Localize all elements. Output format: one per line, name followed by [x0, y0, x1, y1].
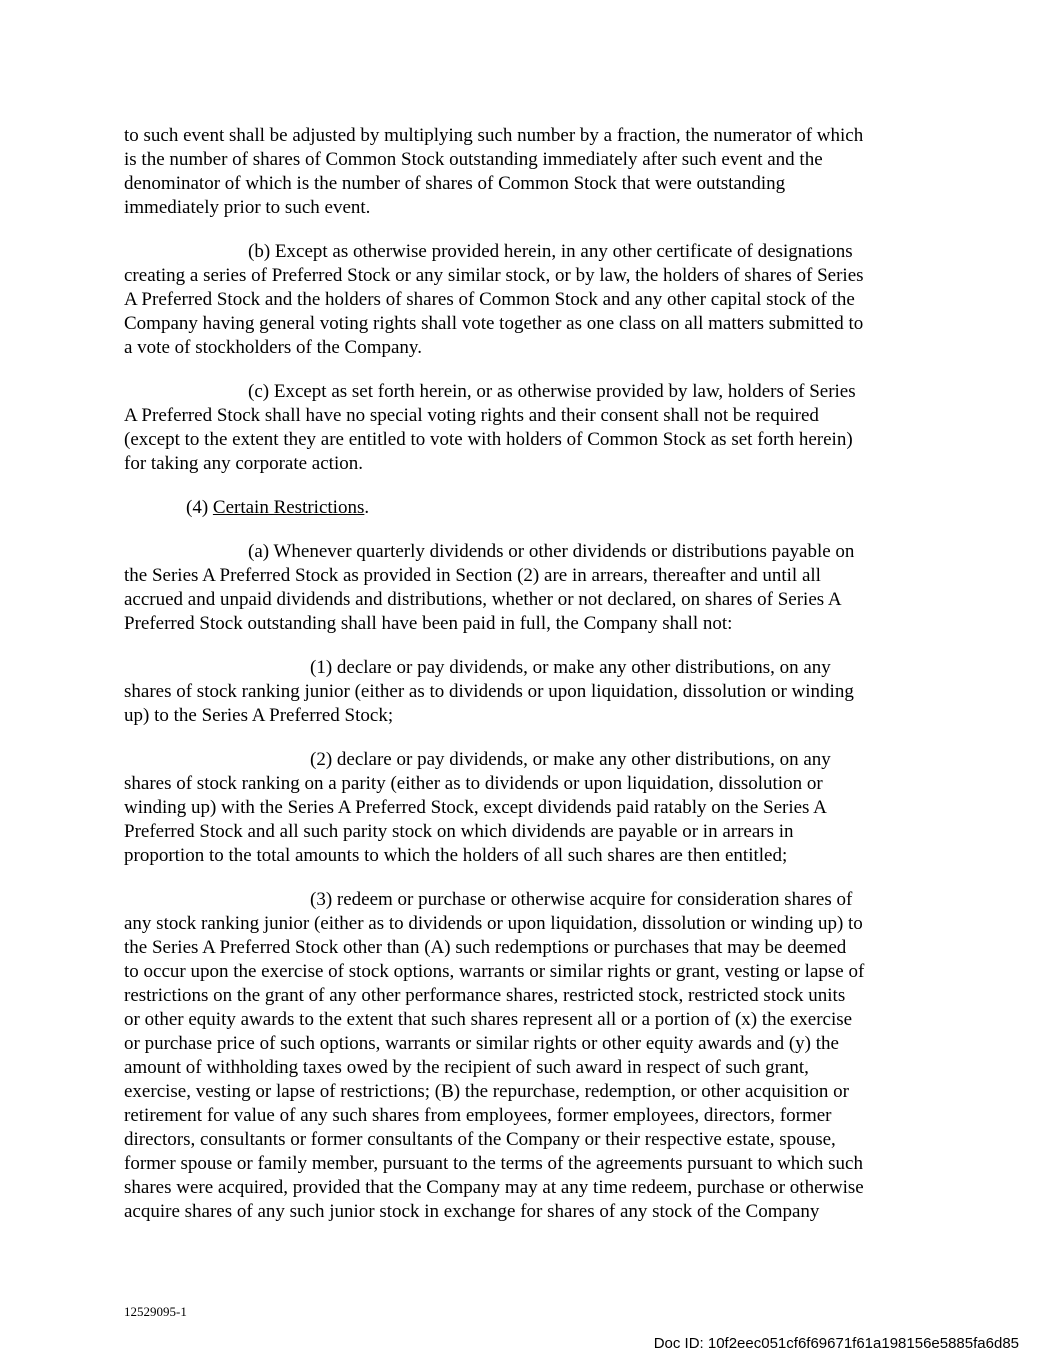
text-line: immediately prior to such event.: [124, 197, 371, 218]
text-line: former spouse or family member, pursuant to the terms of the agreements pursuant to which such: [124, 1153, 863, 1174]
text-line: amount of withholding taxes owed by the recipient of such award in respect of such grant,: [124, 1057, 809, 1078]
text-line: Preferred Stock and all such parity stock on which dividends are payable or in arrears in: [124, 821, 794, 842]
text-line: or purchase price of such options, warrants or similar rights or other equity awards and (y) the: [124, 1033, 839, 1054]
section-4-heading: [124, 496, 939, 520]
text-line: (1) declare or pay dividends, or make any other distributions, on any: [310, 657, 831, 678]
paragraph-intro: [124, 124, 939, 220]
text-line: accrued and unpaid dividends and distributions, whether or not declared, on shares of Series A: [124, 589, 842, 610]
list-item-3: [124, 888, 939, 1224]
text-line: directors, consultants or former consultants of the Company or their respective estate, spouse,: [124, 1129, 836, 1150]
document-number: 12529095-1: [124, 1304, 187, 1319]
text-line: Preferred Stock outstanding shall have been paid in full, the Company shall not:: [124, 613, 733, 634]
text-line: to occur upon the exercise of stock options, warrants or similar rights or grant, vesting or lapse of: [124, 961, 865, 982]
text-line: (b) Except as otherwise provided herein, in any other certificate of designations: [248, 241, 853, 262]
paragraph-c: [124, 380, 939, 476]
text-line: shares of stock ranking on a parity (either as to dividends or upon liquidation, dissolution or: [124, 773, 823, 794]
text-line: the Series A Preferred Stock as provided in Section (2) are in arrears, thereafter and until all: [124, 565, 821, 586]
text-line: the Series A Preferred Stock other than (A) such redemptions or purchases that may be deemed: [124, 937, 847, 958]
section-number: (4): [186, 497, 213, 518]
section-punct: .: [364, 497, 370, 518]
text-line: a vote of stockholders of the Company.: [124, 337, 422, 358]
text-line: to such event shall be adjusted by multiplying such number by a fraction, the numerator of which: [124, 125, 864, 146]
text-line: A Preferred Stock shall have no special voting rights and their consent shall not be required: [124, 405, 819, 426]
text-line: Company having general voting rights shall vote together as one class on all matters submitted to: [124, 313, 864, 334]
text-line: A Preferred Stock and the holders of shares of Common Stock and any other capital stock of the: [124, 289, 855, 310]
text-line: (3) redeem or purchase or otherwise acquire for consideration shares of: [310, 889, 853, 910]
text-line: shares were acquired, provided that the Company may at any time redeem, purchase or otherwise: [124, 1177, 864, 1198]
document-page: [124, 124, 939, 1224]
text-line: (except to the extent they are entitled to vote with holders of Common Stock as set forth herein): [124, 429, 853, 450]
text-line: is the number of shares of Common Stock outstanding immediately after such event and the: [124, 149, 823, 170]
list-item-2: [124, 748, 939, 868]
text-line: acquire shares of any such junior stock in exchange for shares of any stock of the Company: [124, 1201, 820, 1222]
text-line: restrictions on the grant of any other performance shares, restricted stock, restricted stock units: [124, 985, 846, 1006]
text-line: creating a series of Preferred Stock or any similar stock, or by law, the holders of shares of Series: [124, 265, 864, 286]
paragraph-b: [124, 240, 939, 360]
text-line: (a) Whenever quarterly dividends or other dividends or distributions payable on: [248, 541, 855, 562]
text-line: proportion to the total amounts to which the holders of all such shares are then entitled;: [124, 845, 788, 866]
text-line: winding up) with the Series A Preferred Stock, except dividends paid ratably on the Series A: [124, 797, 827, 818]
text-line: or other equity awards to the extent that such shares represent all or a portion of (x) the exercise: [124, 1009, 853, 1030]
text-line: exercise, vesting or lapse of restrictions; (B) the repurchase, redemption, or other acquisition or: [124, 1081, 849, 1102]
text-line: for taking any corporate action.: [124, 453, 363, 474]
list-item-1: [124, 656, 939, 728]
text-line: (2) declare or pay dividends, or make any other distributions, on any: [310, 749, 831, 770]
section-title: Certain Restrictions: [212, 497, 365, 518]
text-line: up) to the Series A Preferred Stock;: [124, 705, 394, 726]
doc-id-stamp: Doc ID: 10f2eec051cf6f69671f61a198156e5885fa6d85: [653, 1335, 1019, 1352]
text-line: (c) Except as set forth herein, or as otherwise provided by law, holders of Series: [248, 381, 856, 402]
text-line: shares of stock ranking junior (either as to dividends or upon liquidation, dissolution or winding: [124, 681, 854, 702]
text-line: any stock ranking junior (either as to dividends or upon liquidation, dissolution or winding up) to: [124, 913, 863, 934]
text-line: retirement for value of any such shares from employees, former employees, directors, former: [124, 1105, 832, 1126]
paragraph-a: [124, 540, 939, 636]
text-line: denominator of which is the number of shares of Common Stock that were outstanding: [124, 173, 786, 194]
